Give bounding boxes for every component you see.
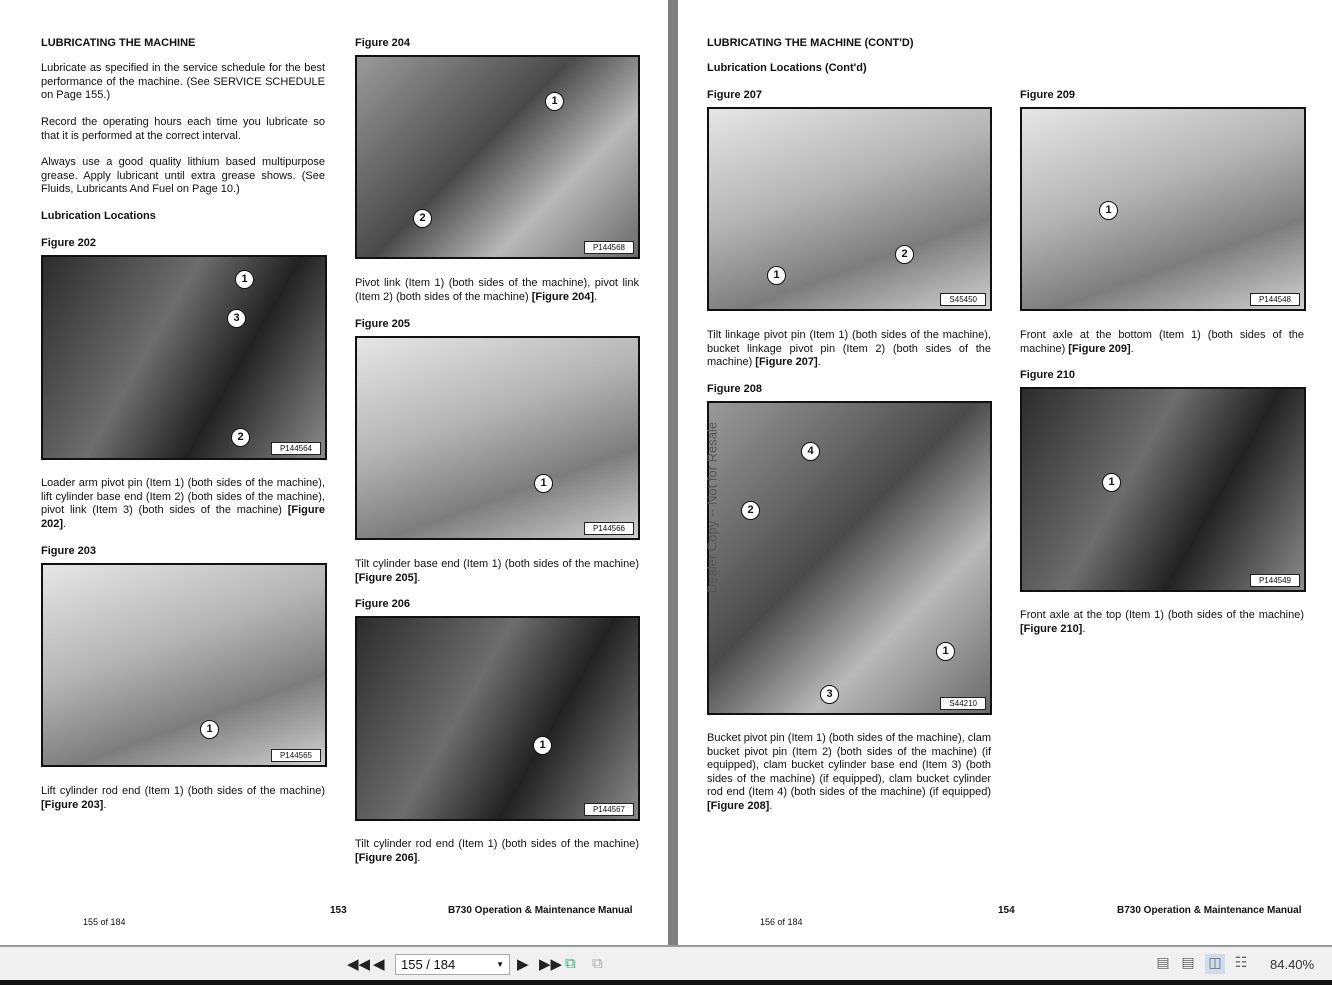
figure-label: Figure 202 — [41, 237, 97, 249]
figure-caption: Lift cylinder rod end (Item 1) (both sides of the machine) [Figure 203]. — [41, 785, 325, 811]
figure-image — [707, 107, 992, 311]
figure-code: P144568 — [584, 241, 634, 254]
continuous-view-icon[interactable]: ▤ — [1181, 954, 1195, 970]
single-page-view-icon[interactable]: ▤ — [1156, 954, 1170, 970]
go-forward-view-icon[interactable]: ⧉ — [592, 955, 603, 972]
callout: 2 — [231, 428, 250, 447]
callout: 1 — [534, 474, 553, 493]
figure-image — [1020, 107, 1306, 311]
page-number: 153 — [330, 905, 347, 916]
figure-label: Figure 210 — [1020, 369, 1076, 381]
pdf-toolbar — [0, 945, 1332, 980]
last-page-icon[interactable]: ▶▶ — [539, 956, 563, 973]
watermark: Dealer Copy -- Not for Resale — [704, 421, 720, 594]
callout: 3 — [227, 309, 246, 328]
two-page-continuous-view-icon[interactable]: ☷ — [1234, 954, 1248, 970]
figure-code: P144565 — [271, 749, 321, 762]
figure-caption: Tilt linkage pivot pin (Item 1) (both sides of the machine), bucket linkage pivot pin (Item 2) (both sides of the machine) [Figure 207]. — [707, 329, 991, 368]
pdf-page-counter: 155 of 184 — [83, 917, 126, 927]
figure-caption: Pivot link (Item 1) (both sides of the machine), pivot link (Item 2) (both sides of the machine) [Figure 204]. — [355, 277, 639, 303]
callout: 1 — [1099, 201, 1118, 220]
figure-label: Figure 208 — [707, 383, 763, 395]
figure-code: S45450 — [940, 293, 986, 306]
intro-paragraph: Lubricate as specified in the service schedule for the best performance of the machine. (See SERVICE SCHEDULE on Page 155.) — [41, 62, 325, 101]
callout: 1 — [936, 642, 955, 661]
pdf-page-counter: 156 of 184 — [760, 917, 803, 927]
figure-code: P144564 — [271, 442, 321, 455]
figure-label: Figure 206 — [355, 598, 411, 610]
previous-page-icon[interactable]: ◀ — [373, 956, 385, 973]
figure-image — [41, 255, 327, 460]
callout: 1 — [545, 92, 564, 111]
callout: 2 — [895, 245, 914, 264]
manual-title: B730 Operation & Maintenance Manual — [448, 905, 633, 916]
callout: 4 — [801, 442, 820, 461]
next-page-icon[interactable]: ▶ — [517, 956, 529, 973]
go-back-view-icon[interactable]: ⧉ — [565, 955, 576, 972]
callout: 1 — [235, 270, 254, 289]
intro-paragraph: Record the operating hours each time you lubricate so that it is performed at the correct interval. — [41, 116, 325, 142]
figure-code: P144548 — [1250, 293, 1300, 306]
figure-label: Figure 209 — [1020, 89, 1076, 101]
right-page — [678, 0, 1332, 945]
page-title: LUBRICATING THE MACHINE (CONT'D) — [707, 37, 914, 49]
figure-code: P144567 — [584, 803, 634, 816]
figure-caption: Bucket pivot pin (Item 1) (both sides of the machine), clam bucket pivot pin (Item 2) (both sides of the machine) (if equipped), clam bucket cylinder base end (Item 3) (both sides of the machine) (if equipped), clam bucket cylinder rod end (Item 4) (both sides of the machine) (if equipped) [Figure 208]. — [707, 732, 991, 812]
callout: 2 — [413, 209, 432, 228]
figure-image — [355, 616, 640, 821]
figure-code: P144566 — [584, 522, 634, 535]
callout: 2 — [741, 501, 760, 520]
two-page-view-icon[interactable]: ◫ — [1205, 954, 1225, 974]
first-page-icon[interactable]: ◀◀ — [347, 956, 371, 973]
window-bottom-edge — [0, 980, 1332, 985]
callout: 1 — [200, 720, 219, 739]
section-heading: Lubrication Locations (Cont'd) — [707, 62, 867, 74]
figure-image — [1020, 387, 1306, 592]
figure-caption: Tilt cylinder base end (Item 1) (both sides of the machine) [Figure 205]. — [355, 558, 639, 584]
figure-image — [704, 401, 992, 715]
figure-label: Figure 204 — [355, 37, 411, 49]
section-heading: Lubrication Locations — [41, 210, 156, 222]
callout: 3 — [820, 685, 839, 704]
callout: 1 — [533, 736, 552, 755]
figure-image — [355, 336, 640, 540]
figure-label: Figure 203 — [41, 545, 97, 557]
figure-caption: Front axle at the bottom (Item 1) (both sides of the machine) [Figure 209]. — [1020, 329, 1304, 355]
zoom-level[interactable]: 84.40% — [1270, 957, 1315, 972]
page-number-input[interactable]: 155 / 184 ▼ — [395, 954, 510, 975]
figure-caption: Loader arm pivot pin (Item 1) (both sides of the machine), lift cylinder base end (Item 2) (both sides of the machine), pivot link (Item 3) (both sides of the machine) [Figure 202]. — [41, 477, 325, 530]
left-page — [0, 0, 668, 945]
figure-code: P144549 — [1250, 574, 1300, 587]
figure-code: S44210 — [940, 697, 986, 710]
intro-paragraph: Always use a good quality lithium based multipurpose grease. Apply lubricant until extra grease shows. (See Fluids, Lubricants And Fuel on Page 10.) — [41, 156, 325, 195]
page-number: 154 — [998, 905, 1015, 916]
page-title: LUBRICATING THE MACHINE — [41, 37, 196, 49]
manual-title: B730 Operation & Maintenance Manual — [1117, 905, 1302, 916]
callout: 1 — [767, 266, 786, 285]
figure-caption: Tilt cylinder rod end (Item 1) (both sides of the machine) [Figure 206]. — [355, 838, 639, 864]
callout: 1 — [1102, 473, 1121, 492]
chevron-down-icon[interactable]: ▼ — [496, 960, 504, 969]
figure-caption: Front axle at the top (Item 1) (both sides of the machine) [Figure 210]. — [1020, 609, 1304, 635]
figure-image — [355, 55, 640, 259]
figure-image — [41, 563, 327, 767]
figure-label: Figure 207 — [707, 89, 763, 101]
figure-label: Figure 205 — [355, 318, 411, 330]
